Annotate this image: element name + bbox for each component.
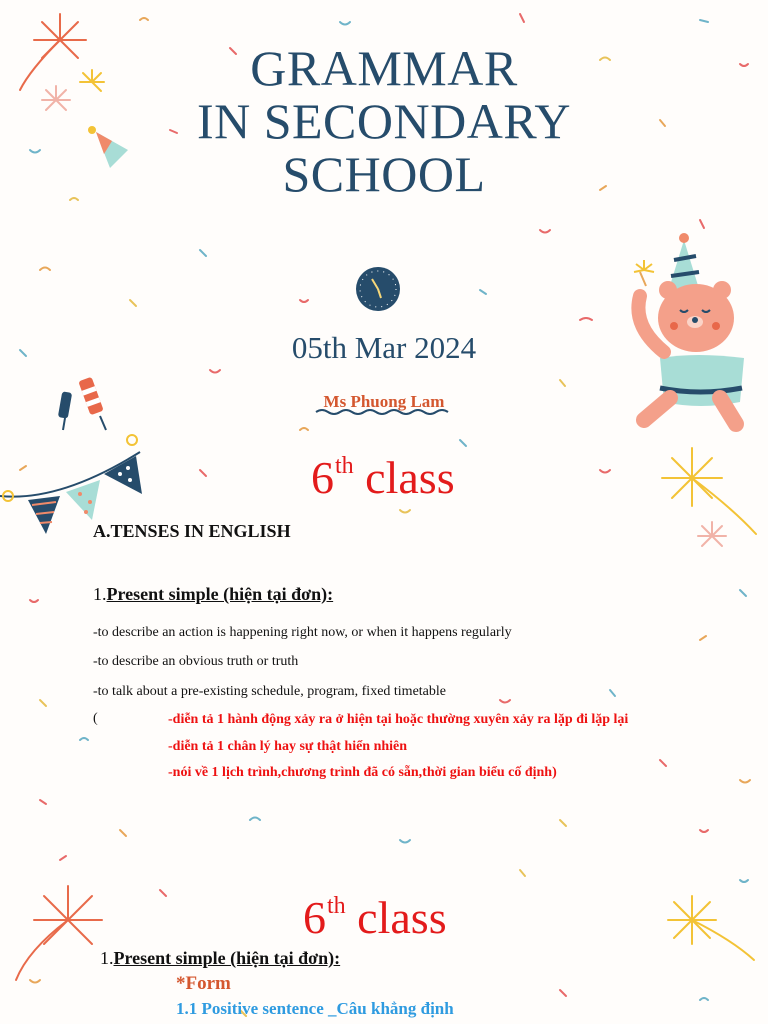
class-suffix-2: th (327, 893, 346, 919)
open-paren: ( (93, 711, 98, 726)
page-title (0, 42, 768, 201)
vietnamese-use-2: -diễn tả 1 chân lý hay sự thật hiển nhiên (168, 739, 408, 754)
subsection-title: Present simple (hiện tại đơn): (106, 584, 334, 604)
title-line-3: SCHOOL (282, 146, 486, 202)
class-word: class (365, 452, 455, 503)
english-use-2: -to describe an obvious truth or truth (93, 654, 299, 669)
subsection-title-2: Present simple (hiện tại đơn): (113, 948, 341, 968)
subsection-number: 1. (93, 584, 107, 604)
positive-sentence-label: 1.1 Positive sentence _Câu khẳng định (176, 999, 454, 1018)
subsection-heading-2 (100, 948, 340, 969)
english-use-1: -to describe an action is happening right now, or when it happens regularly (93, 625, 512, 640)
class-heading-2 (303, 891, 447, 944)
title-line-2: IN SECONDARY (196, 93, 572, 149)
title-line-1: GRAMMAR (250, 40, 518, 96)
date-label: 05th Mar 2024 (291, 330, 477, 365)
form-label: *Form (176, 973, 231, 994)
class-word-2: class (357, 892, 447, 943)
vietnamese-use-3: -nói về 1 lịch trình,chương trình đã có sẵn,thời gian biểu cố định) (168, 765, 557, 780)
subsection-number-2: 1. (100, 948, 114, 968)
class-number-2: 6 (303, 892, 326, 943)
author-name: Ms Phuong Lam (323, 392, 445, 411)
subsection-heading (93, 584, 333, 605)
section-title: A.TENSES IN ENGLISH (93, 521, 291, 541)
english-use-3: -to talk about a pre-existing schedule, program, fixed timetable (93, 684, 446, 699)
vietnamese-use-1: -diễn tả 1 hành động xảy ra ở hiện tại hoặc thường xuyên xảy ra lặp đi lặp lại (168, 712, 629, 727)
class-number: 6 (311, 452, 334, 503)
class-heading (311, 451, 455, 504)
class-suffix: th (335, 453, 354, 479)
clock-icon (356, 267, 400, 311)
